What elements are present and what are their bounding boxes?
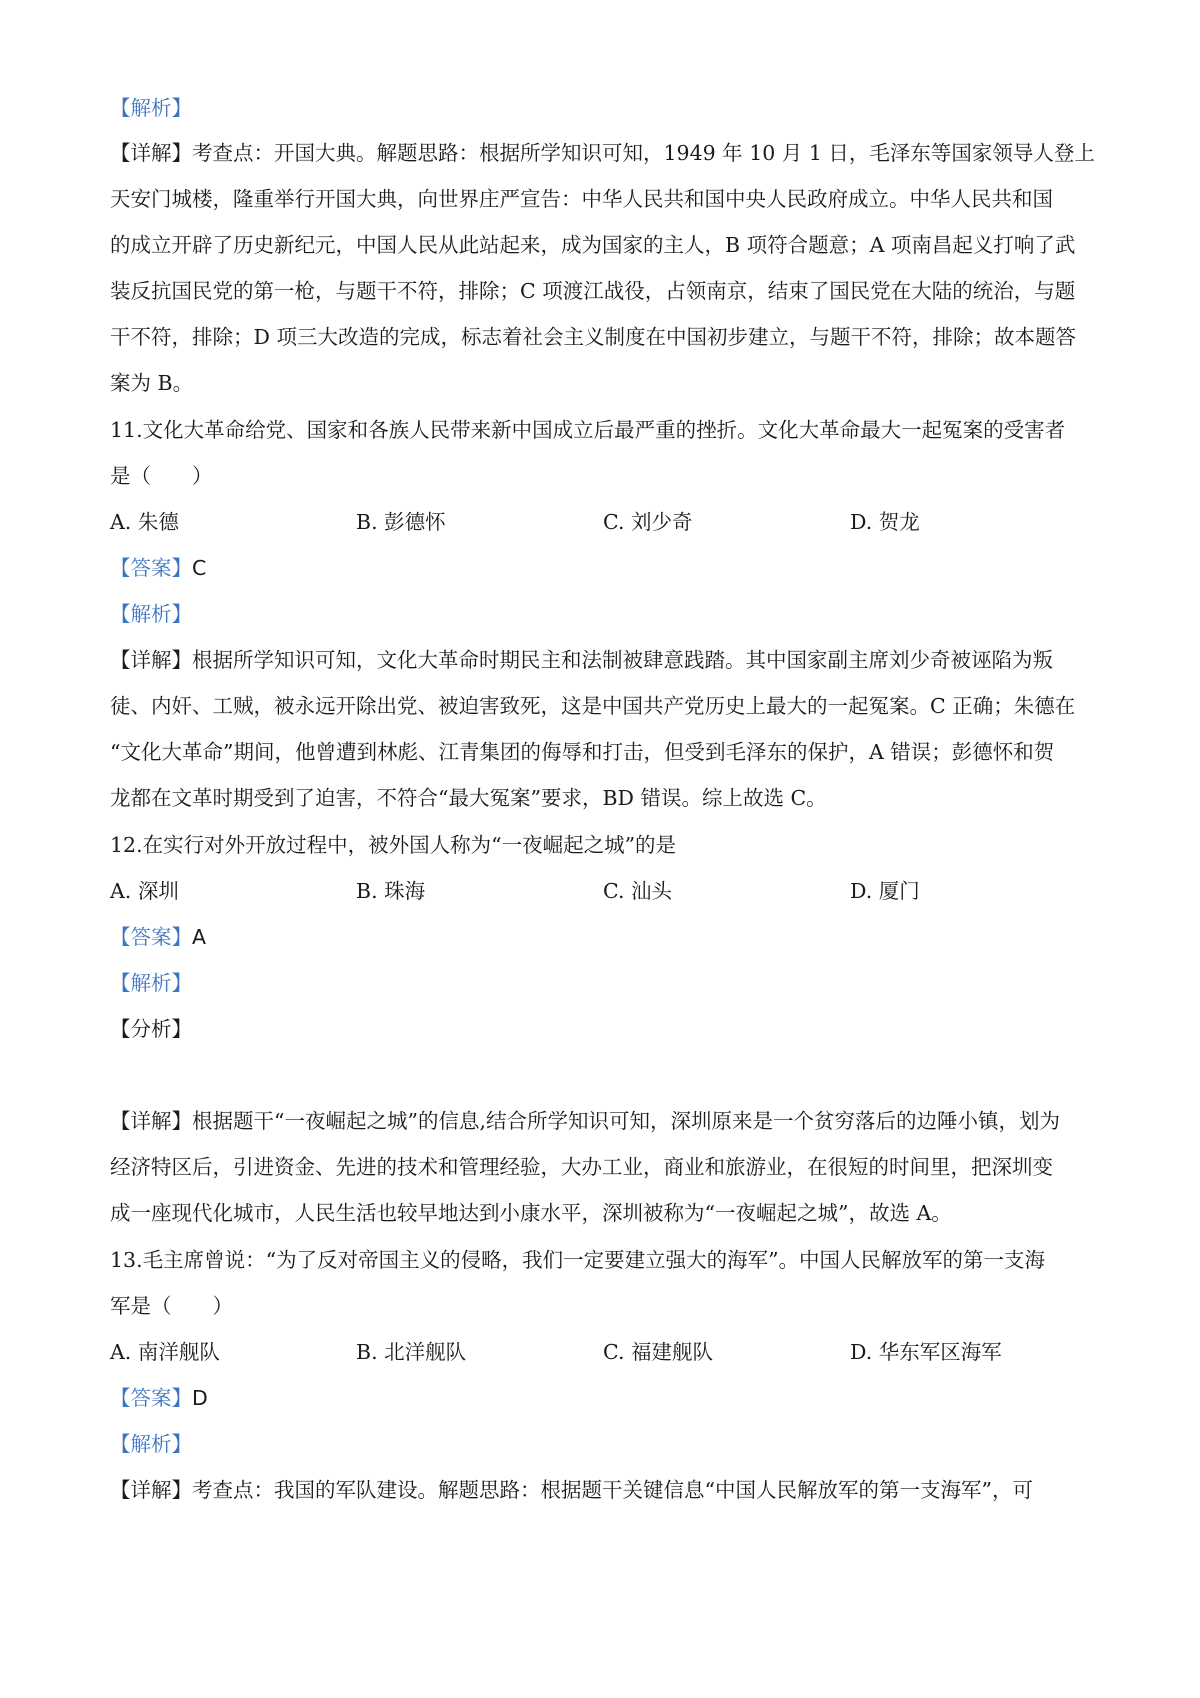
- detail-label: 【详解】: [110, 1109, 192, 1133]
- detail-line: 【详解】考查点：我国的军队建设。解题思路：根据题干关键信息“中国人民解放军的第一支海军”，可: [110, 1478, 1033, 1502]
- option-b: B. 北洋舰队: [356, 1340, 467, 1364]
- detail-line: 经济特区后，引进资金、先进的技术和管理经验，大办工业，商业和旅游业，在很短的时间里，把深圳变: [110, 1155, 1053, 1179]
- detail-line: 【详解】根据题干“一夜崛起之城”的信息,结合所学知识可知，深圳原来是一个贫穷落后的边陲小镇，划为: [110, 1109, 1060, 1133]
- detail-label: 【详解】: [110, 648, 192, 672]
- detail-line: 案为 B。: [110, 371, 194, 395]
- detail-line: 成一座现代化城市，人民生活也较早地达到小康水平，深圳被称为“一夜崛起之城”，故选 A。: [110, 1201, 952, 1225]
- answer-label: 【答案】: [110, 925, 192, 949]
- analysis-label: 【解析】: [110, 602, 192, 626]
- answer-label: 【答案】: [110, 556, 192, 580]
- detail-line: 的成立开辟了历史新纪元，中国人民从此站起来，成为国家的主人，B 项符合题意；A 项南昌起义打响了武: [110, 233, 1076, 257]
- question-stem: 11.文化大革命给党、国家和各族人民带来新中国成立后最严重的挫折。文化大革命最大一起冤案的受害者: [110, 418, 1066, 442]
- answer-label: 【答案】: [110, 1386, 192, 1410]
- detail-label: 【详解】: [110, 141, 192, 165]
- detail-line: “文化大革命”期间，他曾遭到林彪、江青集团的侮辱和打击，但受到毛泽东的保护，A 错误；彭德怀和贺: [110, 740, 1055, 764]
- option-c: C. 福建舰队: [603, 1340, 713, 1364]
- option-b: B. 珠海: [356, 879, 426, 903]
- analysis-label: 【解析】: [110, 1432, 192, 1456]
- question-stem: 是（ ）: [110, 464, 213, 488]
- option-c: C. 汕头: [603, 879, 672, 903]
- question-stem: 军是（ ）: [110, 1294, 233, 1318]
- answer-value: C: [192, 556, 207, 580]
- analysis-section-label: 【分析】: [110, 1017, 192, 1041]
- detail-line: 天安门城楼，隆重举行开国大典，向世界庄严宣告：中华人民共和国中央人民政府成立。中华人民共和国: [110, 187, 1053, 211]
- detail-line: 干不符，排除；D 项三大改造的完成，标志着社会主义制度在中国初步建立，与题干不符，排除；故本题答: [110, 325, 1076, 349]
- detail-line: 【详解】根据所学知识可知，文化大革命时期民主和法制被肆意践踏。其中国家副主席刘少奇被诬陷为叛: [110, 648, 1053, 672]
- option-a: A. 深圳: [110, 879, 179, 903]
- answer-line: [110, 1386, 1100, 1411]
- detail-label: 【详解】: [110, 1478, 192, 1502]
- analysis-label: 【解析】: [110, 96, 192, 120]
- detail-line: 龙都在文革时期受到了迫害，不符合“最大冤案”要求，BD 错误。综上故选 C。: [110, 786, 827, 810]
- option-d: D. 华东军区海军: [850, 1340, 1002, 1364]
- option-d: D. 厦门: [850, 879, 920, 903]
- option-a: A. 朱德: [110, 510, 179, 534]
- option-c: C. 刘少奇: [603, 510, 693, 534]
- answer-value: A: [192, 925, 207, 949]
- detail-line: 装反抗国民党的第一枪，与题干不符，排除；C 项渡江战役，占领南京，结束了国民党在大陆的统治，与题: [110, 279, 1076, 303]
- answer-line: [110, 925, 1100, 950]
- question-stem: 12.在实行对外开放过程中，被外国人称为“一夜崛起之城”的是: [110, 833, 677, 857]
- answer-line: [110, 556, 1100, 581]
- option-b: B. 彭德怀: [356, 510, 446, 534]
- question-stem: 13.毛主席曾说：“为了反对帝国主义的侵略，我们一定要建立强大的海军”。中国人民解放军的第一支海: [110, 1248, 1046, 1272]
- answer-value: D: [192, 1386, 208, 1410]
- option-a: A. 南洋舰队: [110, 1340, 220, 1364]
- option-d: D. 贺龙: [850, 510, 920, 534]
- detail-line: 【详解】考查点：开国大典。解题思路：根据所学知识可知，1949 年 10 月 1 日，毛泽东等国家领导人登上: [110, 141, 1095, 165]
- analysis-label: 【解析】: [110, 971, 192, 995]
- detail-line: 徒、内奸、工贼，被永远开除出党、被迫害致死，这是中国共产党历史上最大的一起冤案。C 正确；朱德在: [110, 694, 1076, 718]
